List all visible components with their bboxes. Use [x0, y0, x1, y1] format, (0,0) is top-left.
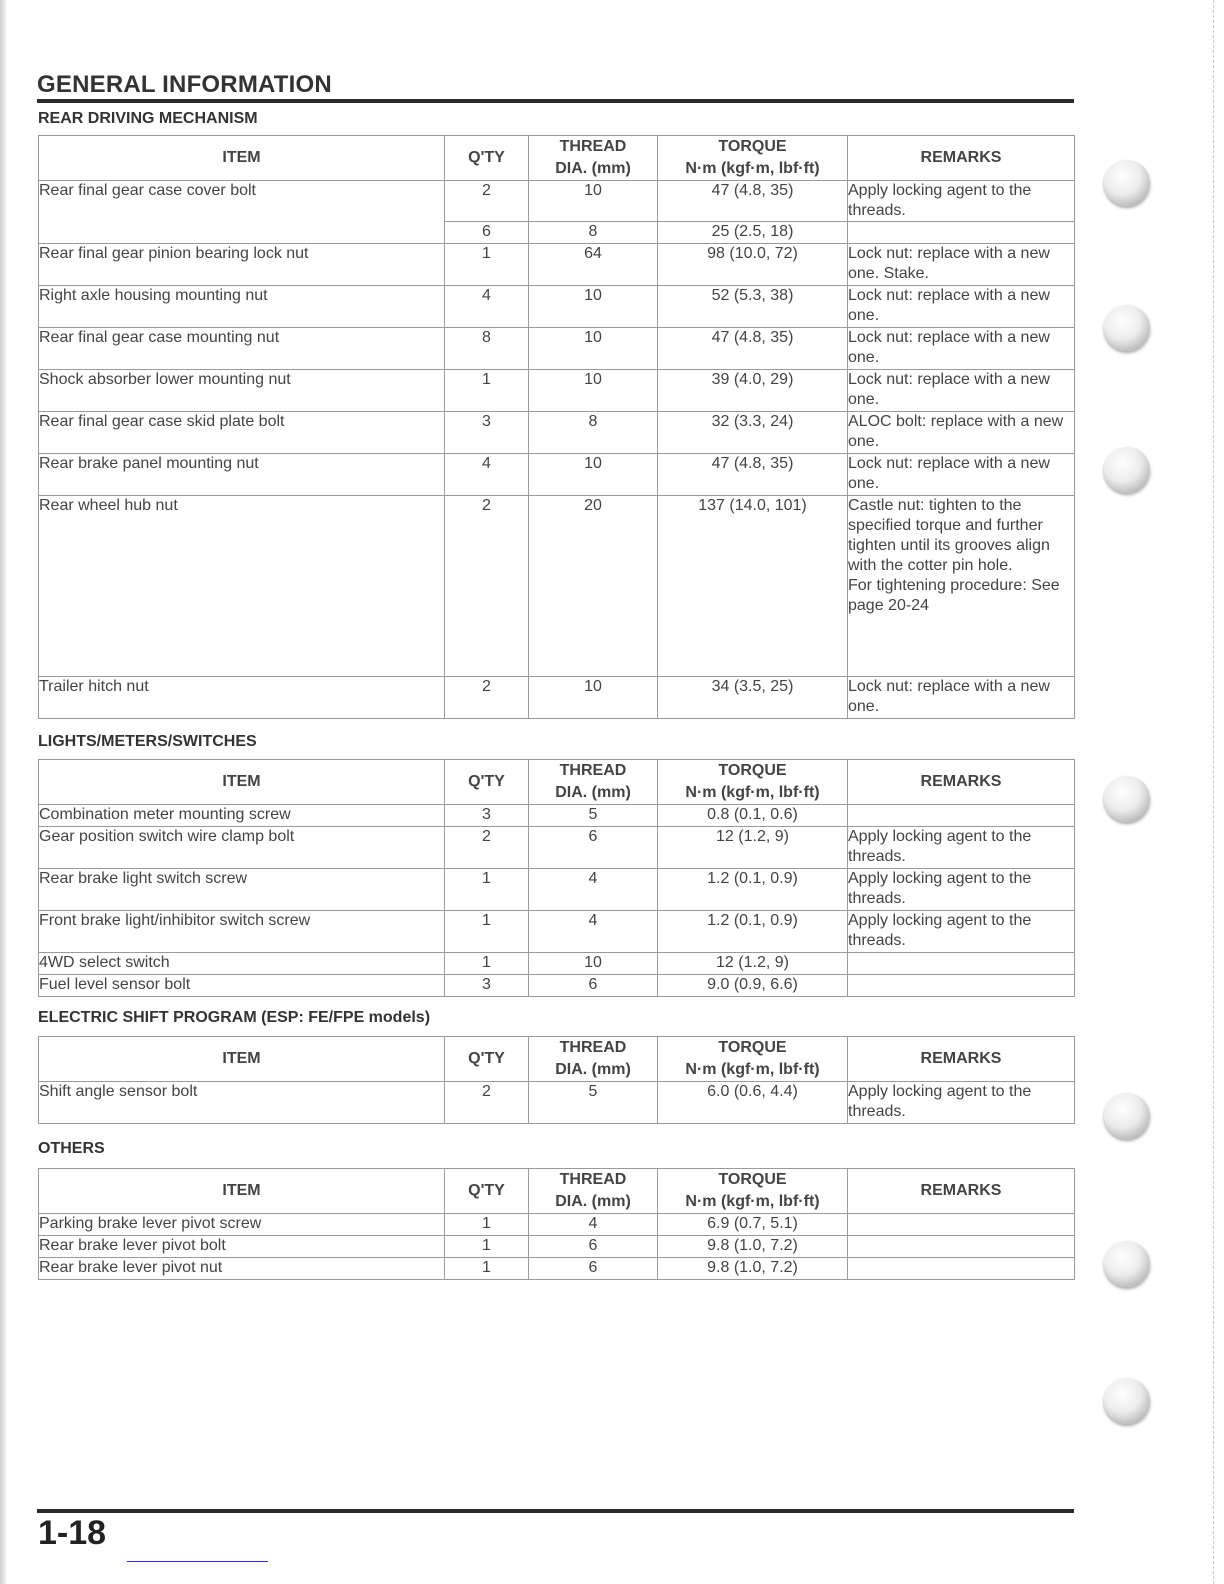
col-header-thread-line2: DIA. (mm) — [555, 1061, 631, 1078]
cell-remarks: Apply locking agent to the threads. — [848, 869, 1075, 911]
table-row — [39, 975, 1075, 997]
cell-torque: 0.8 (0.1, 0.6) — [658, 805, 848, 827]
cell-item: Rear brake light switch screw — [39, 869, 445, 911]
cell-dia: 64 — [529, 244, 658, 286]
rear-driving-mechanism-table — [38, 135, 1075, 719]
table-row — [39, 412, 1075, 454]
cell-item: Rear wheel hub nut — [39, 496, 445, 677]
cell-item: Shift angle sensor bolt — [39, 1082, 445, 1124]
cell-item: Front brake light/inhibitor switch screw — [39, 911, 445, 953]
col-header-qty: Q'TY — [445, 760, 529, 805]
col-header-remarks: REMARKS — [848, 1169, 1075, 1214]
cell-dia: 10 — [529, 454, 658, 496]
cell-torque: 9.8 (1.0, 7.2) — [658, 1236, 848, 1258]
table-header-row — [39, 1037, 1075, 1082]
cell-dia: 20 — [529, 496, 658, 677]
col-header-qty: Q'TY — [445, 1169, 529, 1214]
col-header-torque — [658, 1169, 848, 1214]
table-header-row — [39, 1169, 1075, 1214]
table-row — [39, 1214, 1075, 1236]
col-header-thread-line2: DIA. (mm) — [555, 160, 631, 177]
table-row — [39, 454, 1075, 496]
cell-remarks: Apply locking agent to the threads. — [848, 1082, 1075, 1124]
page-left-edge — [0, 0, 6, 1584]
col-header-thread — [529, 760, 658, 805]
cell-qty: 6 — [445, 222, 529, 244]
cell-dia: 8 — [529, 222, 658, 244]
cell-item: Rear brake lever pivot nut — [39, 1258, 445, 1280]
col-header-torque-line1: TORQUE — [718, 762, 787, 779]
cell-item: Fuel level sensor bolt — [39, 975, 445, 997]
binder-hole — [1104, 1241, 1150, 1287]
cell-qty: 2 — [445, 827, 529, 869]
cell-item: Gear position switch wire clamp bolt — [39, 827, 445, 869]
cell-remarks — [848, 1214, 1075, 1236]
cell-qty: 1 — [445, 911, 529, 953]
cell-dia: 10 — [529, 286, 658, 328]
cell-remarks: ALOC bolt: replace with a new one. — [848, 412, 1075, 454]
table-row — [39, 370, 1075, 412]
cell-remarks — [848, 222, 1075, 244]
col-header-remarks: REMARKS — [848, 136, 1075, 181]
table-row — [39, 911, 1075, 953]
cell-qty: 8 — [445, 328, 529, 370]
cell-qty: 1 — [445, 869, 529, 911]
binder-hole — [1104, 160, 1150, 206]
cell-dia: 10 — [529, 181, 658, 222]
table-row — [39, 677, 1075, 719]
cell-remarks — [848, 1236, 1075, 1258]
col-header-torque-line1: TORQUE — [718, 1039, 787, 1056]
cell-remarks — [848, 805, 1075, 827]
cell-torque: 98 (10.0, 72) — [658, 244, 848, 286]
cell-torque: 39 (4.0, 29) — [658, 370, 848, 412]
table-row — [39, 181, 1075, 222]
cell-remarks: Apply locking agent to the threads. — [848, 911, 1075, 953]
table-row — [39, 1258, 1075, 1280]
cell-item: Parking brake lever pivot screw — [39, 1214, 445, 1236]
cell-torque: 47 (4.8, 35) — [658, 181, 848, 222]
cell-torque: 12 (1.2, 9) — [658, 827, 848, 869]
binder-hole — [1104, 305, 1150, 351]
col-header-torque-line2: N·m (kgf·m, lbf·ft) — [685, 1061, 820, 1078]
col-header-remarks: REMARKS — [848, 760, 1075, 805]
cell-dia: 6 — [529, 1236, 658, 1258]
cell-dia: 5 — [529, 805, 658, 827]
table-row — [39, 1082, 1075, 1124]
binder-edge — [1213, 0, 1216, 1584]
col-header-torque-line1: TORQUE — [718, 1171, 787, 1188]
col-header-item: ITEM — [39, 1037, 445, 1082]
col-header-torque-line1: TORQUE — [718, 138, 787, 155]
col-header-thread — [529, 1037, 658, 1082]
cell-remarks: Apply locking agent to the threads. — [848, 181, 1075, 222]
table-row — [39, 827, 1075, 869]
remarks-text-procedure: For tightening procedure: See page 20-24 — [848, 577, 1060, 614]
col-header-item: ITEM — [39, 760, 445, 805]
col-header-thread-line1: THREAD — [559, 762, 627, 779]
cell-qty: 1 — [445, 1214, 529, 1236]
cell-qty: 1 — [445, 244, 529, 286]
link-underline — [127, 1561, 268, 1562]
cell-torque: 47 (4.8, 35) — [658, 454, 848, 496]
cell-qty: 2 — [445, 677, 529, 719]
cell-qty: 4 — [445, 286, 529, 328]
col-header-thread — [529, 136, 658, 181]
cell-qty: 3 — [445, 805, 529, 827]
col-header-remarks: REMARKS — [848, 1037, 1075, 1082]
col-header-torque-line2: N·m (kgf·m, lbf·ft) — [685, 160, 820, 177]
page-number: 1-18 — [38, 1514, 107, 1552]
table-header-row — [39, 136, 1075, 181]
col-header-torque-line2: N·m (kgf·m, lbf·ft) — [685, 784, 820, 801]
cell-item: Rear final gear case mounting nut — [39, 328, 445, 370]
cell-torque: 6.0 (0.6, 4.4) — [658, 1082, 848, 1124]
cell-dia: 8 — [529, 412, 658, 454]
col-header-torque — [658, 136, 848, 181]
cell-remarks — [848, 1258, 1075, 1280]
cell-dia: 4 — [529, 911, 658, 953]
cell-remarks — [848, 953, 1075, 975]
cell-qty: 1 — [445, 1258, 529, 1280]
binder-hole — [1104, 776, 1150, 822]
cell-remarks — [848, 496, 1075, 677]
remarks-text: Castle nut: tighten to the specified torque and further tighten until its grooves align with the cotter pin hole. — [848, 497, 1050, 574]
section-heading-lights-meters-switches: LIGHTS/METERS/SWITCHES — [38, 733, 257, 750]
cell-remarks: Lock nut: replace with a new one. — [848, 454, 1075, 496]
section-heading-others: OTHERS — [38, 1140, 105, 1157]
cell-torque: 9.0 (0.9, 6.6) — [658, 975, 848, 997]
cell-item: Rear final gear case cover bolt — [39, 181, 445, 244]
cell-dia: 6 — [529, 827, 658, 869]
others-table — [38, 1168, 1075, 1280]
cell-torque: 25 (2.5, 18) — [658, 222, 848, 244]
binder-hole — [1104, 1378, 1150, 1424]
table-row — [39, 496, 1075, 677]
cell-remarks: Lock nut: replace with a new one. — [848, 370, 1075, 412]
col-header-qty: Q'TY — [445, 1037, 529, 1082]
cell-torque: 9.8 (1.0, 7.2) — [658, 1258, 848, 1280]
cell-qty: 2 — [445, 181, 529, 222]
cell-dia: 10 — [529, 677, 658, 719]
col-header-thread-line2: DIA. (mm) — [555, 1193, 631, 1210]
col-header-thread-line1: THREAD — [559, 1171, 627, 1188]
cell-item: Combination meter mounting screw — [39, 805, 445, 827]
cell-item: Rear brake lever pivot bolt — [39, 1236, 445, 1258]
cell-item: Trailer hitch nut — [39, 677, 445, 719]
cell-item: Rear brake panel mounting nut — [39, 454, 445, 496]
cell-remarks: Lock nut: replace with a new one. — [848, 328, 1075, 370]
cell-dia: 4 — [529, 1214, 658, 1236]
binder-hole — [1104, 1093, 1150, 1139]
section-heading-rear-driving-mechanism: REAR DRIVING MECHANISM — [38, 110, 258, 127]
cell-torque: 1.2 (0.1, 0.9) — [658, 869, 848, 911]
page-title: GENERAL INFORMATION — [37, 71, 332, 98]
col-header-torque-line2: N·m (kgf·m, lbf·ft) — [685, 1193, 820, 1210]
cell-qty: 1 — [445, 1236, 529, 1258]
col-header-item: ITEM — [39, 136, 445, 181]
section-heading-electric-shift-program: ELECTRIC SHIFT PROGRAM (ESP: FE/FPE models) — [38, 1009, 431, 1026]
cell-qty: 3 — [445, 975, 529, 997]
table-row — [39, 1236, 1075, 1258]
title-rule — [37, 99, 1074, 103]
cell-qty: 1 — [445, 953, 529, 975]
cell-qty: 3 — [445, 412, 529, 454]
cell-dia: 6 — [529, 975, 658, 997]
cell-dia: 10 — [529, 370, 658, 412]
cell-remarks: Lock nut: replace with a new one. — [848, 286, 1075, 328]
cell-qty: 4 — [445, 454, 529, 496]
col-header-thread-line1: THREAD — [559, 1039, 627, 1056]
table-row — [39, 953, 1075, 975]
col-header-item: ITEM — [39, 1169, 445, 1214]
cell-torque: 1.2 (0.1, 0.9) — [658, 911, 848, 953]
table-row — [39, 869, 1075, 911]
cell-torque: 32 (3.3, 24) — [658, 412, 848, 454]
table-row — [39, 805, 1075, 827]
cell-qty: 2 — [445, 496, 529, 677]
cell-remarks: Apply locking agent to the threads. — [848, 827, 1075, 869]
footer-rule — [37, 1509, 1074, 1513]
cell-torque: 12 (1.2, 9) — [658, 953, 848, 975]
cell-torque: 137 (14.0, 101) — [658, 496, 848, 677]
col-header-thread-line2: DIA. (mm) — [555, 784, 631, 801]
cell-torque: 47 (4.8, 35) — [658, 328, 848, 370]
cell-qty: 1 — [445, 370, 529, 412]
cell-qty: 2 — [445, 1082, 529, 1124]
cell-dia: 5 — [529, 1082, 658, 1124]
table-row — [39, 286, 1075, 328]
cell-torque: 6.9 (0.7, 5.1) — [658, 1214, 848, 1236]
lights-meters-switches-table — [38, 759, 1075, 997]
binder-hole — [1104, 447, 1150, 493]
cell-remarks — [848, 975, 1075, 997]
col-header-torque — [658, 1037, 848, 1082]
table-header-row — [39, 760, 1075, 805]
col-header-thread-line1: THREAD — [559, 138, 627, 155]
cell-item: Shock absorber lower mounting nut — [39, 370, 445, 412]
col-header-qty: Q'TY — [445, 136, 529, 181]
cell-item: Rear final gear case skid plate bolt — [39, 412, 445, 454]
col-header-thread — [529, 1169, 658, 1214]
col-header-torque — [658, 760, 848, 805]
cell-torque: 52 (5.3, 38) — [658, 286, 848, 328]
cell-dia: 6 — [529, 1258, 658, 1280]
cell-item: Right axle housing mounting nut — [39, 286, 445, 328]
table-row — [39, 328, 1075, 370]
cell-dia: 10 — [529, 953, 658, 975]
table-row — [39, 244, 1075, 286]
cell-torque: 34 (3.5, 25) — [658, 677, 848, 719]
cell-dia: 10 — [529, 328, 658, 370]
cell-item: Rear final gear pinion bearing lock nut — [39, 244, 445, 286]
cell-item: 4WD select switch — [39, 953, 445, 975]
electric-shift-program-table — [38, 1036, 1075, 1124]
cell-remarks: Lock nut: replace with a new one. — [848, 677, 1075, 719]
cell-remarks: Lock nut: replace with a new one. Stake. — [848, 244, 1075, 286]
cell-dia: 4 — [529, 869, 658, 911]
